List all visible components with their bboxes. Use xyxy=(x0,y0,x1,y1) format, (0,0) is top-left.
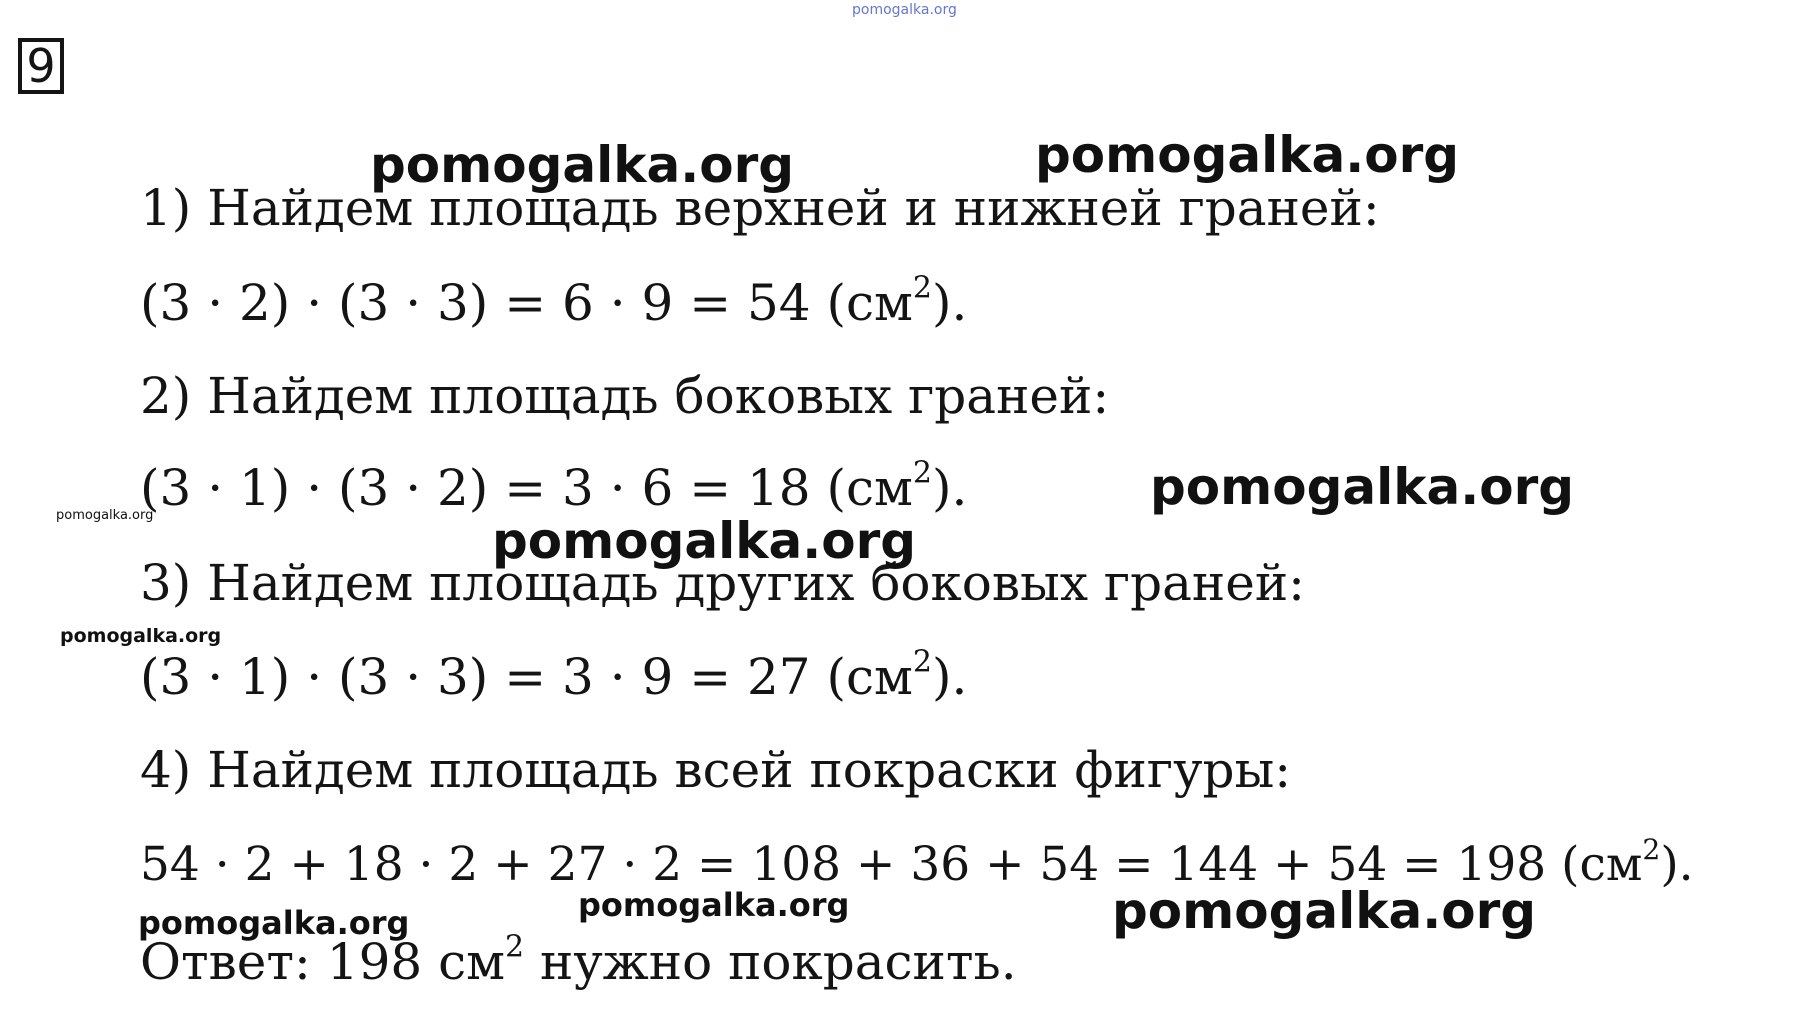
watermark: pomogalka.org xyxy=(492,512,917,570)
task-number-box: 9 xyxy=(18,38,64,94)
step-4-equation: 54 · 2 + 18 · 2 + 27 · 2 = 108 + 36 + 54 = 144 + 54 = 198 $(см^2)$. xyxy=(140,832,1694,892)
watermark: pomogalka.org xyxy=(1112,882,1537,940)
header-watermark: pomogalka.org xyxy=(852,2,957,18)
step-3-heading: 3) Найдем площадь других боковых граней: xyxy=(140,554,1306,612)
watermark: pomogalka.org xyxy=(56,508,154,523)
watermark: pomogalka.org xyxy=(370,136,795,194)
watermark: pomogalka.org xyxy=(1150,458,1575,516)
step-3-equation: (3 · 1) · (3 · 3) = 3 · 9 = 27 $(см^2)$. xyxy=(140,644,968,706)
step-1-equation: (3 · 2) · (3 · 3) = 6 · 9 = 54 $(см^2)$. xyxy=(140,270,968,332)
answer-line: Ответ: 198 $см^2$ нужно покрасить. xyxy=(140,929,1017,991)
watermark: pomogalka.org xyxy=(578,886,850,924)
step-4-heading: 4) Найдем площадь всей покраски фигуры: xyxy=(140,741,1292,799)
step-1-heading: 1) Найдем площадь верхней и нижней граней: xyxy=(140,179,1380,237)
watermark: pomogalka.org xyxy=(60,625,222,647)
watermark: pomogalka.org xyxy=(138,904,410,942)
watermark: pomogalka.org xyxy=(1035,126,1460,184)
step-2-equation: (3 · 1) · (3 · 2) = 3 · 6 = 18 $(см^2)$. xyxy=(140,455,968,517)
step-2-heading: 2) Найдем площадь боковых граней: xyxy=(140,367,1110,425)
